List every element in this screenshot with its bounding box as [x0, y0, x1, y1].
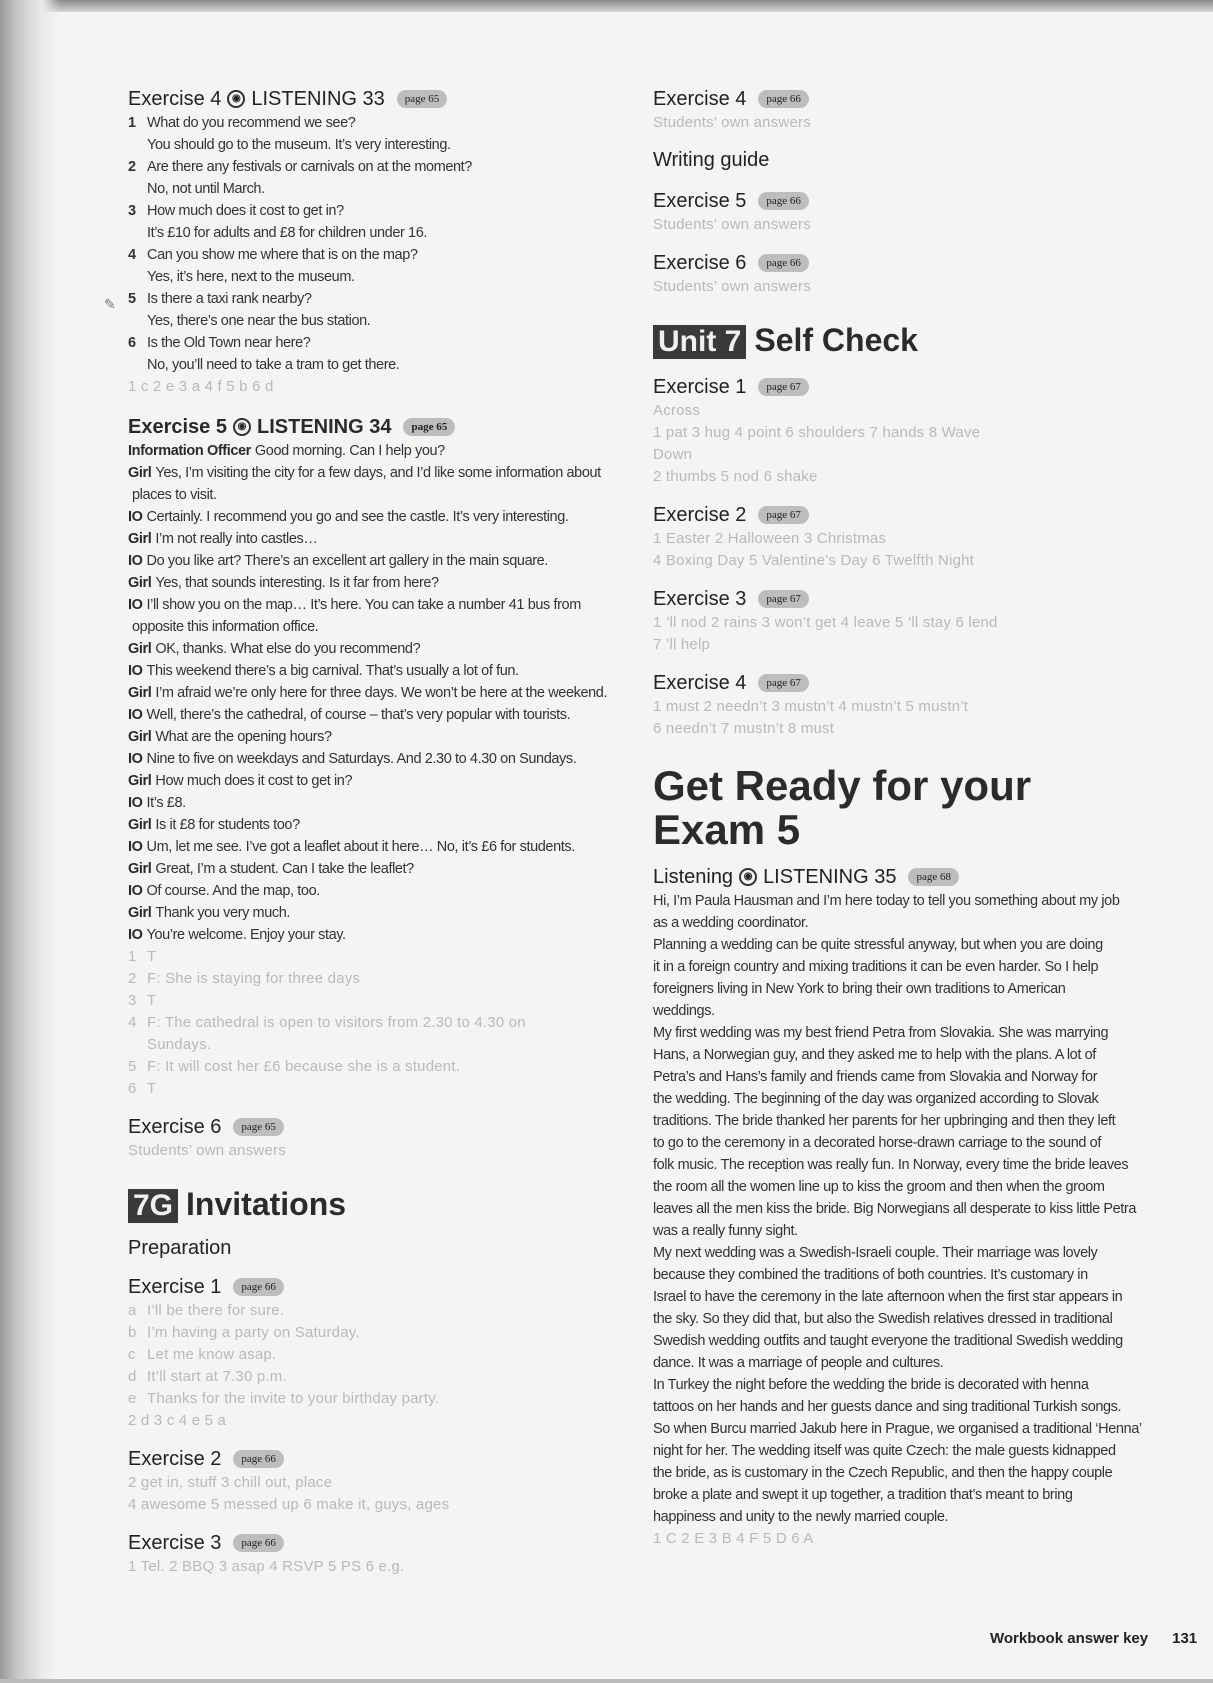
answer-line [128, 968, 618, 990]
script-line [128, 156, 618, 178]
answer-line [128, 990, 618, 1012]
speaker: IO [128, 751, 143, 767]
dialogue-text: Yes, I’m visiting the city for a few days, and I’d like some information about [155, 465, 601, 481]
answer-text: I’ll be there for sure. [147, 1302, 285, 1319]
answers-line: 1 ’ll nod 2 rains 3 won’t get 4 leave 5 ’ll stay 6 lend [653, 614, 998, 631]
dialogue-line [128, 550, 618, 572]
unit-badge: 7G [128, 1189, 178, 1223]
section-heading [653, 320, 1153, 360]
script-line: to go to the ceremony in a decorated horse-drawn carriage to the sound of [653, 1135, 1101, 1151]
script-line: night for her. The wedding itself was quite Czech: the male guests kidnapped [653, 1443, 1116, 1459]
exercise-title: Exercise 5 [653, 190, 747, 212]
item-text: How much does it cost to get in? [147, 203, 344, 219]
script-line [128, 244, 618, 266]
section-heading [128, 1184, 618, 1224]
speaker: Girl [128, 817, 152, 833]
right-column [653, 86, 1153, 1550]
script-line: Israel to have the ceremony in the late afternoon when the first star appears in [653, 1289, 1123, 1305]
item-text: What do you recommend we see? [147, 115, 356, 131]
exercise-heading [128, 1274, 618, 1300]
dialogue-line [128, 880, 618, 902]
answer-text: T [147, 992, 157, 1009]
listening-label: LISTENING 35 [763, 866, 897, 888]
item-number: 2 [128, 970, 137, 987]
script-line: traditions. The bride thanked her parents for her upbringing and then they left [653, 1113, 1116, 1129]
script-line: My first wedding was my best friend Petra from Slovakia. She was marrying [653, 1025, 1109, 1041]
answers-line: Students’ own answers [653, 278, 811, 295]
script-line: broke a plate and swept it up together, a tradition that’s meant to bring [653, 1487, 1073, 1503]
speaker: Girl [128, 861, 152, 877]
dialogue-text: Do you like art? There’s an excellent art gallery in the main square. [146, 553, 548, 569]
answer-line [128, 1012, 618, 1034]
script-line: happiness and unity to the newly married couple. [653, 1509, 949, 1525]
item-letter: e [128, 1390, 137, 1407]
speaker: Girl [128, 729, 152, 745]
dialogue-line [128, 660, 618, 682]
dialogue-line [128, 836, 618, 858]
exercise-title: Exercise 4 [653, 88, 747, 110]
exercise-heading [653, 250, 1153, 276]
script-line: the wedding. The beginning of the day was organized according to Slovak [653, 1091, 1099, 1107]
exercise-title: Exercise 1 [653, 376, 747, 398]
page-badge: page 66 [233, 1450, 284, 1468]
answers-line: 2 get in, stuff 3 chill out, place [128, 1474, 333, 1491]
item-text: No, you’ll need to take a tram to get there. [147, 357, 400, 373]
answers-list [128, 946, 618, 1100]
speaker: Girl [128, 531, 152, 547]
script-line: foreigners living in New York to bring their own traditions to American [653, 981, 1066, 997]
item-number: 1 [128, 115, 136, 131]
page-badge: page 67 [758, 674, 809, 692]
script-line: the sky. So they did that, but also the Swedish relatives dressed in traditional [653, 1311, 1113, 1327]
exercise-heading [653, 374, 1153, 400]
script-line: it in a foreign country and mixing traditions it can be even harder. So I help [653, 959, 1099, 975]
item-number: 1 [128, 948, 137, 965]
dialogue-line [128, 572, 618, 594]
script-line [128, 310, 618, 332]
exercise-heading [653, 670, 1153, 696]
dialogue-line [128, 506, 618, 528]
script-line: folk music. The reception was really fun. In Norway, every time the bride leaves [653, 1157, 1129, 1173]
script-line: leaves all the men kiss the bride. Big Norwegians all desperate to kiss little Petra [653, 1201, 1137, 1217]
audio-disc-icon: ◉ [233, 418, 251, 436]
answer-text: It’ll start at 7.30 p.m. [147, 1368, 287, 1385]
dialogue-text: This weekend there’s a big carnival. That’s usually a lot of fun. [146, 663, 519, 679]
script-line: Swedish wedding outfits and taught everyone the traditional Swedish wedding [653, 1333, 1123, 1349]
answers-line: Students’ own answers [653, 114, 811, 131]
answers-line: 2 thumbs 5 nod 6 shake [653, 468, 818, 485]
answer-sublabel: Down [653, 446, 693, 463]
script-line [128, 222, 618, 244]
answer-line [128, 1322, 618, 1344]
script-line [128, 200, 618, 222]
dialogue-line [128, 704, 618, 726]
exercise-heading [128, 1114, 618, 1140]
page-badge: page 65 [233, 1118, 284, 1136]
exercise-heading [128, 1530, 618, 1556]
dialogue-text: opposite this information office. [132, 619, 319, 635]
dialogue-line [128, 594, 618, 616]
dialogue-text: Yes, that sounds interesting. Is it far from here? [155, 575, 439, 591]
section-title: Invitations [186, 1186, 347, 1222]
script-line [128, 178, 618, 200]
page-badge: page 67 [758, 590, 809, 608]
speaker: Girl [128, 773, 152, 789]
item-number: 6 [128, 1080, 137, 1097]
script-line [128, 112, 618, 134]
exercise-title: Exercise 6 [653, 252, 747, 274]
script-line: Hi, I’m Paula Hausman and I’m here today to tell you something about my job [653, 893, 1120, 909]
answers-line: 1 Tel. 2 BBQ 3 asap 4 RSVP 5 PS 6 e.g. [128, 1558, 405, 1575]
page-badge: page 68 [908, 868, 959, 886]
answers-line: 1 must 2 needn’t 3 mustn’t 4 mustn’t 5 mustn’t [653, 698, 969, 715]
answer-sublabel: Across [653, 402, 701, 419]
answer-text: I’m having a party on Saturday. [147, 1324, 360, 1341]
dialogue-line [128, 484, 618, 506]
speaker: IO [128, 597, 143, 613]
item-number: 2 [128, 159, 136, 175]
answer-line [128, 946, 618, 968]
page-badge: page 65 [403, 418, 455, 436]
page-badge: page 66 [233, 1534, 284, 1552]
dialogue-line [128, 858, 618, 880]
listening-33-script [128, 112, 618, 376]
page-badge: page 65 [397, 90, 448, 108]
script-line [128, 266, 618, 288]
dialogue-text: It’s £8. [146, 795, 186, 811]
dialogue-text: places to visit. [132, 487, 217, 503]
speaker: Information Officer [128, 443, 251, 459]
speaker: IO [128, 553, 143, 569]
dialogue-line [128, 902, 618, 924]
exam-title: Exam 5 [653, 806, 801, 853]
answer-text: Thanks for the invite to your birthday party. [147, 1390, 440, 1407]
item-number: 5 [128, 1058, 137, 1075]
speaker: IO [128, 795, 143, 811]
dialogue-line [128, 638, 618, 660]
dialogue-text: Well, there’s the cathedral, of course – that’s very popular with tourists. [146, 707, 571, 723]
script-line: In Turkey the night before the wedding the bride is decorated with henna [653, 1377, 1089, 1393]
answer-text: Let me know asap. [147, 1346, 277, 1363]
answers-line: 1 Easter 2 Halloween 3 Christmas [653, 530, 887, 547]
answer-line [128, 1388, 618, 1410]
exercise-title: Exercise 4 [128, 88, 222, 110]
item-letter: b [128, 1324, 137, 1341]
exercise-heading [653, 586, 1153, 612]
item-number: 6 [128, 335, 136, 351]
subsection-title: Writing guide [653, 149, 770, 171]
answers-line: 7 ’ll help [653, 636, 711, 653]
dialogue-text: Great, I’m a student. Can I take the leaflet? [155, 861, 414, 877]
item-text: Is the Old Town near here? [147, 335, 311, 351]
dialogue-text: Of course. And the map, too. [146, 883, 320, 899]
exercise-title: Exercise 2 [653, 504, 747, 526]
speaker: IO [128, 509, 143, 525]
dialogue-text: Certainly. I recommend you go and see the castle. It’s very interesting. [146, 509, 569, 525]
answer-line [128, 1344, 618, 1366]
script-line: the bride, as is customary in the Czech Republic, and then the happy couple [653, 1465, 1113, 1481]
item-letter: d [128, 1368, 137, 1385]
exercise-heading [653, 864, 1153, 890]
page-badge: page 66 [758, 192, 809, 210]
script-line: My next wedding was a Swedish-Israeli couple. Their marriage was lovely [653, 1245, 1098, 1261]
script-line: the room all the women line up to kiss the groom and then when the groom [653, 1179, 1105, 1195]
dialogue-text: Um, let me see. I’ve got a leaflet about it here… No, it’s £6 for students. [146, 839, 575, 855]
dialogue-text: Is it £8 for students too? [155, 817, 300, 833]
top-edge [0, 0, 1213, 12]
subsection-title: Preparation [128, 1237, 232, 1259]
item-text: Are there any festivals or carnivals on at the moment? [147, 159, 472, 175]
speaker: IO [128, 883, 143, 899]
answer-text: T [147, 948, 157, 965]
item-text: No, not until March. [147, 181, 265, 197]
exercise-title: Listening [653, 866, 734, 888]
speaker: Girl [128, 465, 152, 481]
exercise-title: Exercise 1 [128, 1276, 222, 1298]
exercise-title: Exercise 3 [653, 588, 747, 610]
dialogue-line [128, 462, 618, 484]
item-number: 4 [128, 1014, 137, 1031]
page-footer [990, 1630, 1197, 1647]
speaker: IO [128, 707, 143, 723]
audio-disc-icon: ◉ [227, 90, 245, 108]
answer-line [128, 1078, 618, 1100]
dialogue-line [128, 528, 618, 550]
page-badge: page 66 [758, 254, 809, 272]
dialogue-text: Thank you very much. [155, 905, 291, 921]
listening-35-script [653, 890, 1153, 1528]
script-line: tattoos on her hands and her guests dance and sing traditional Turkish songs. [653, 1399, 1122, 1415]
answer-text: Sundays. [147, 1036, 212, 1053]
answers-line: 4 awesome 5 messed up 6 make it, guys, ages [128, 1496, 450, 1513]
script-line [128, 288, 618, 310]
item-number: 3 [128, 203, 136, 219]
answer-line [128, 1034, 618, 1056]
exercise-heading [653, 188, 1153, 214]
script-line: So when Burcu married Jakub here in Prague, we organised a traditional ‘Henna’ [653, 1421, 1142, 1437]
script-line: weddings. [653, 1003, 715, 1019]
dialogue-text: Nine to five on weekdays and Saturdays. And 2.30 to 4.30 on Sundays. [146, 751, 577, 767]
script-line: Hans, a Norwegian guy, and they asked me to help with the plans. A lot of [653, 1047, 1096, 1063]
footer-label: Workbook answer key [990, 1630, 1149, 1647]
answers-line: 1 pat 3 hug 4 point 6 shoulders 7 hands 8 Wave [653, 424, 981, 441]
exercise-title: Exercise 4 [653, 672, 747, 694]
answers-line: 1 C 2 E 3 B 4 F 5 D 6 A [653, 1530, 814, 1547]
item-text: It’s £10 for adults and £8 for children under 16. [147, 225, 427, 241]
unit-badge: Unit 7 [653, 325, 746, 359]
exercise-heading [128, 86, 618, 112]
speaker: IO [128, 663, 143, 679]
item-text: Can you show me where that is on the map? [147, 247, 418, 263]
dialogue-text: You’re welcome. Enjoy your stay. [146, 927, 346, 943]
item-letter: c [128, 1346, 136, 1363]
audio-disc-icon: ◉ [739, 868, 757, 886]
dialogue-script [128, 440, 618, 946]
item-text: Yes, it’s here, next to the museum. [147, 269, 355, 285]
script-line [128, 354, 618, 376]
dialogue-text: I’m afraid we’re only here for three days. We won’t be here at the weekend. [155, 685, 608, 701]
answer-line [128, 1300, 618, 1322]
speaker: Girl [128, 641, 152, 657]
answer-list [128, 1300, 618, 1410]
dialogue-text: I’ll show you on the map… It’s here. You can take a number 41 bus from [146, 597, 581, 613]
answer-text: T [147, 1080, 157, 1097]
dialogue-line [128, 814, 618, 836]
listening-label: LISTENING 33 [251, 88, 385, 110]
answers-line: Students’ own answers [128, 1142, 286, 1159]
dialogue-text: What are the opening hours? [155, 729, 332, 745]
dialogue-line [128, 748, 618, 770]
exercise-heading [653, 502, 1153, 528]
item-letter: a [128, 1302, 137, 1319]
dialogue-text: How much does it cost to get in? [155, 773, 353, 789]
dialogue-text: Good morning. Can I help you? [254, 443, 445, 459]
speaker: Girl [128, 575, 152, 591]
answers-line: 6 needn’t 7 mustn’t 8 must [653, 720, 835, 737]
script-line: as a wedding coordinator. [653, 915, 809, 931]
item-text: Is there a taxi rank nearby? [147, 291, 312, 307]
answers-line: Students’ own answers [653, 216, 811, 233]
section-title: Self Check [754, 322, 918, 358]
answers-line: 2 d 3 c 4 e 5 a [128, 1412, 227, 1429]
script-line: Planning a wedding can be quite stressful anyway, but when you are doing [653, 937, 1103, 953]
dialogue-text: I’m not really into castles… [155, 531, 318, 547]
answer-text: F: It will cost her £6 because she is a student. [147, 1058, 461, 1075]
script-line: Petra’s and Hans’s family and friends came from Slovakia and Norway for [653, 1069, 1098, 1085]
exercise-title: Exercise 6 [128, 1116, 222, 1138]
binding-shadow [0, 0, 60, 1683]
exercise-heading [128, 1446, 618, 1472]
dialogue-text: OK, thanks. What else do you recommend? [155, 641, 421, 657]
speaker: IO [128, 927, 143, 943]
exam-title: Get Ready for your [653, 762, 1032, 809]
exercise-title: Exercise 2 [128, 1448, 222, 1470]
dialogue-line [128, 682, 618, 704]
item-text: Yes, there’s one near the bus station. [147, 313, 371, 329]
page-number: 131 [1172, 1630, 1198, 1647]
left-column [128, 86, 618, 1578]
dialogue-line [128, 726, 618, 748]
bottom-edge [0, 1679, 1213, 1683]
dialogue-line [128, 440, 618, 462]
exercise-title: Exercise 5 [128, 416, 227, 438]
item-number: 5 [128, 291, 136, 307]
dialogue-line [128, 770, 618, 792]
speaker: Girl [128, 905, 152, 921]
exercise-heading [653, 86, 1153, 112]
dialogue-line [128, 792, 618, 814]
speaker: IO [128, 839, 143, 855]
script-line: because they combined the traditions of both countries. It’s customary in [653, 1267, 1088, 1283]
answer-text: F: The cathedral is open to visitors from 2.30 to 4.30 on [147, 1014, 526, 1031]
dialogue-line [128, 616, 618, 638]
page-badge: page 66 [758, 90, 809, 108]
answer-line [128, 1366, 618, 1388]
page-badge: page 67 [758, 506, 809, 524]
answer-text: F: She is staying for three days [147, 970, 361, 987]
script-line: was a really funny sight. [653, 1223, 798, 1239]
item-number: 3 [128, 992, 137, 1009]
exercise-heading [128, 414, 614, 440]
script-line: dance. It was a marriage of people and cultures. [653, 1355, 944, 1371]
answers-line: 4 Boxing Day 5 Valentine’s Day 6 Twelfth Night [653, 552, 975, 569]
listening-label: LISTENING 34 [256, 416, 392, 438]
page-badge: page 67 [758, 378, 809, 396]
item-number: 4 [128, 247, 136, 263]
script-line [128, 134, 618, 156]
script-line [128, 332, 618, 354]
speaker: Girl [128, 685, 152, 701]
answers-line: 1 c 2 e 3 a 4 f 5 b 6 d [128, 378, 274, 395]
answer-line [128, 1056, 618, 1078]
item-text: You should go to the museum. It’s very interesting. [147, 137, 451, 153]
pencil-mark-icon: ✎ [104, 296, 116, 312]
dialogue-line [128, 924, 618, 946]
exercise-title: Exercise 3 [128, 1532, 222, 1554]
page-badge: page 66 [233, 1278, 284, 1296]
